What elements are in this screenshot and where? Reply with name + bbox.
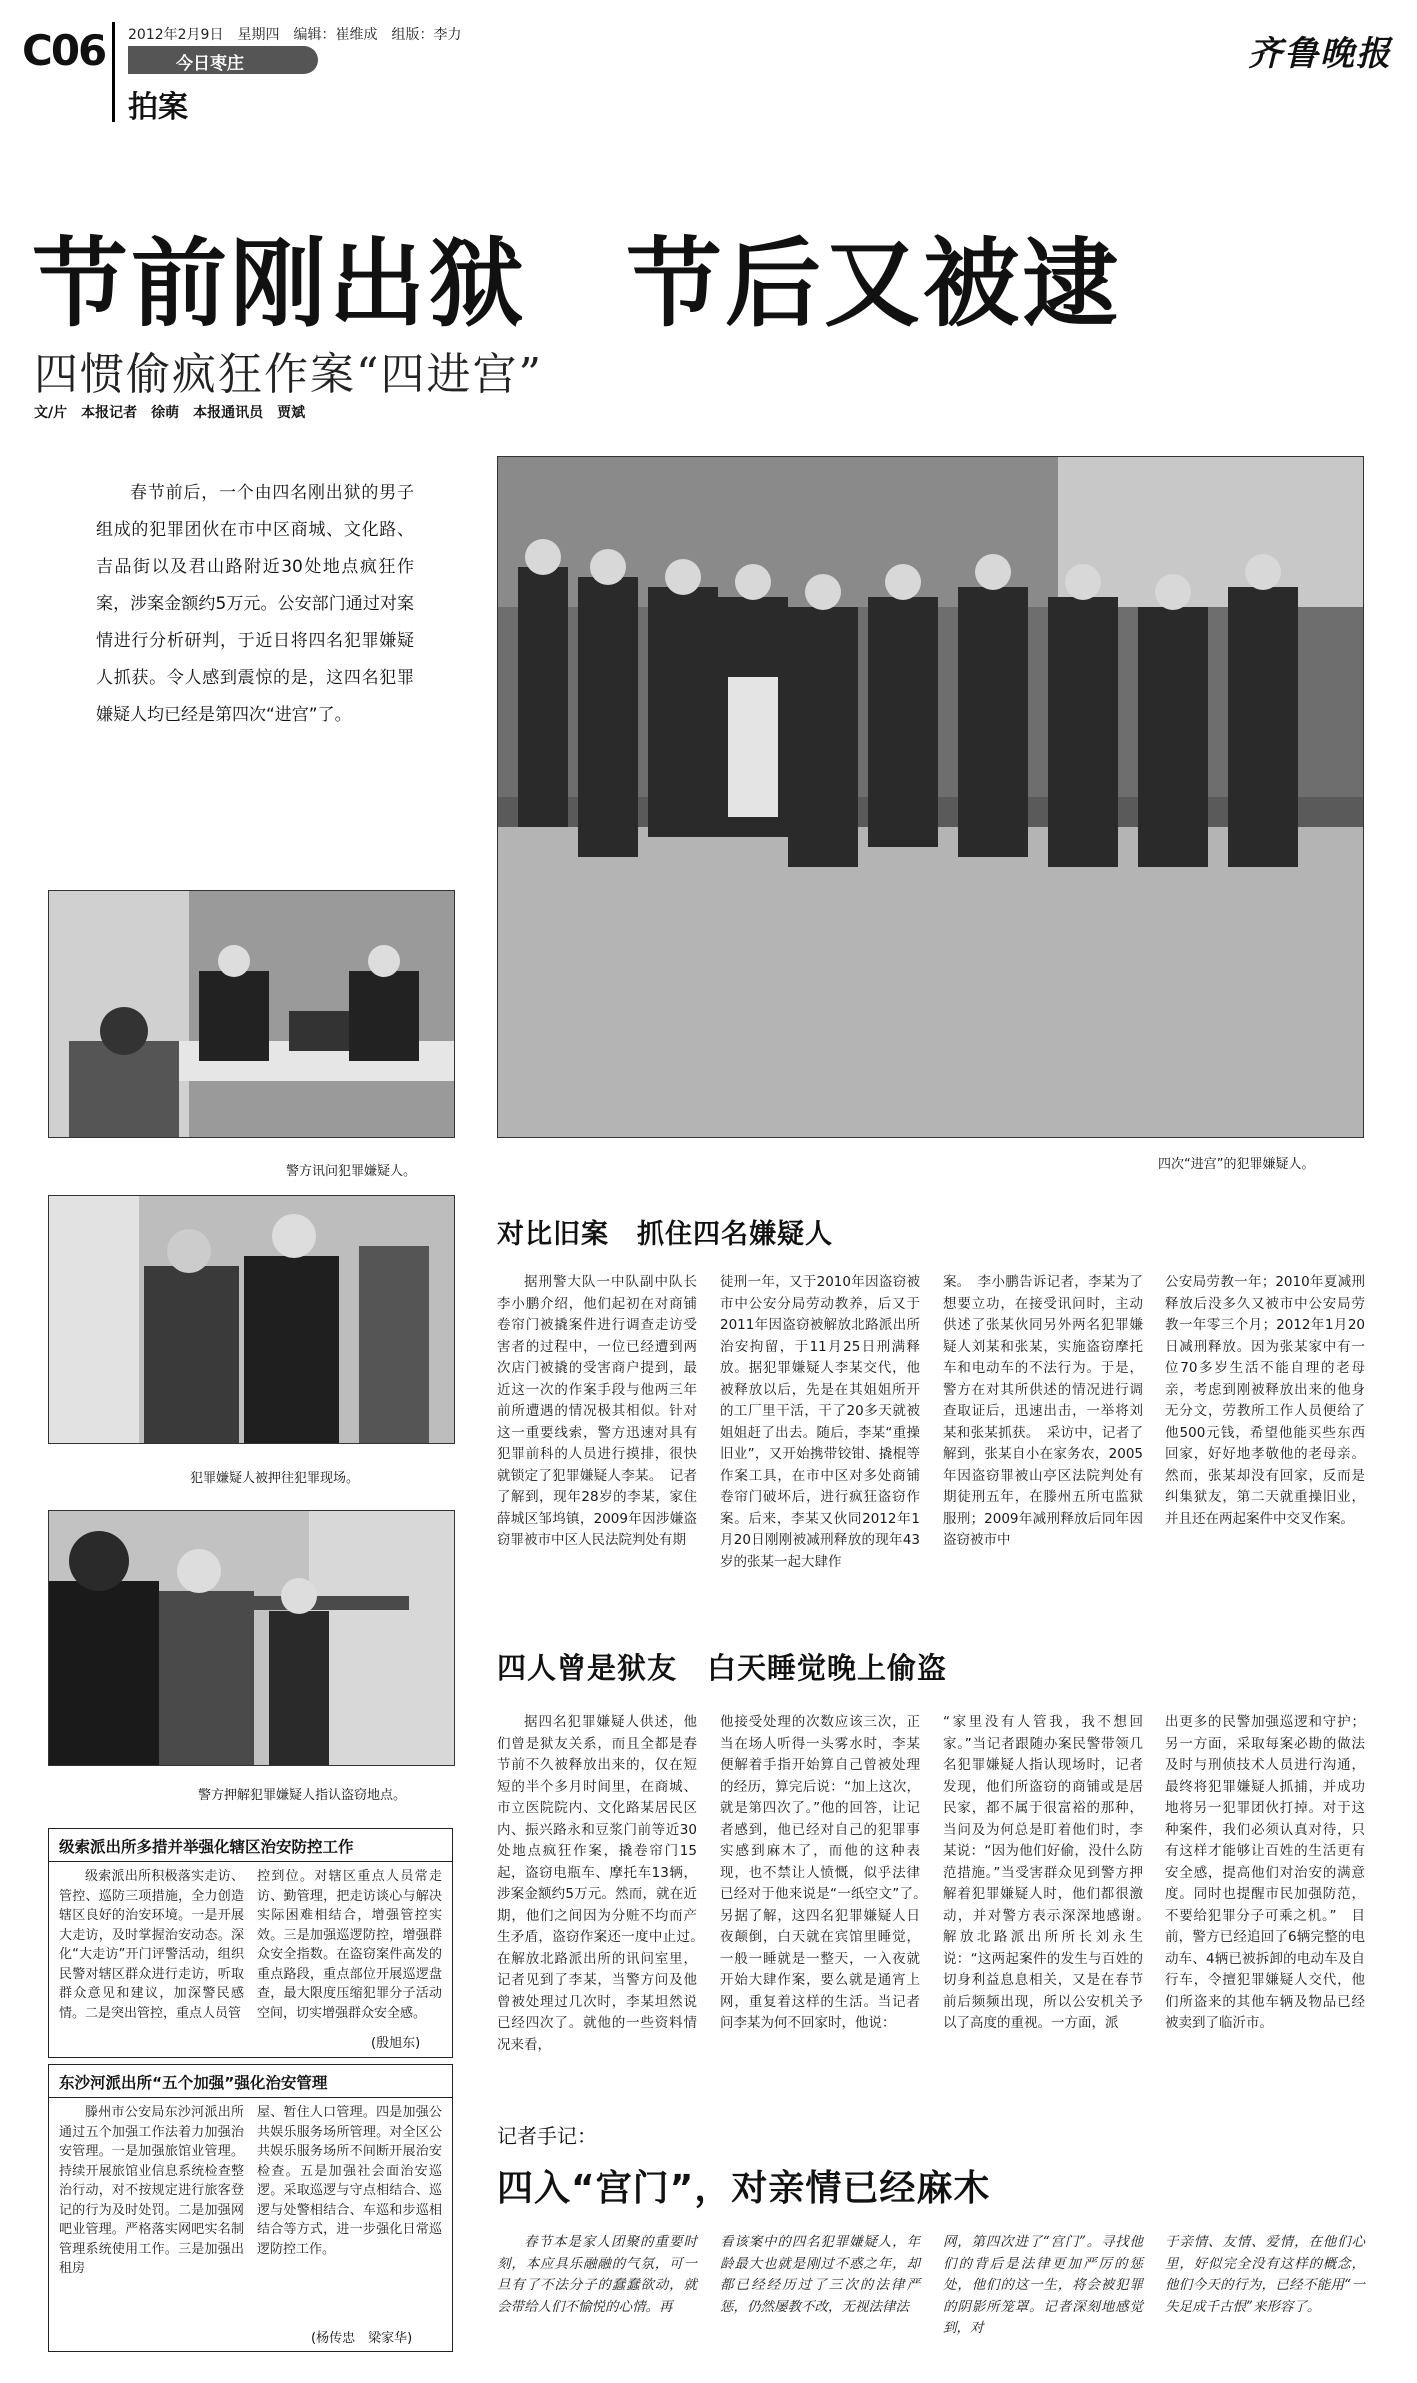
section1-col-4: 公安局劳教一年；2010年夏减刑释放后没多久又被市中公安局劳教一年零三个月；2012年1月20日减刑释放。因为张某家中有一位70多岁生活不能自理的老母亲，考虑到刚被释放出来的他身无分文，劳教所工作人员便给了他500元钱，希望他能买些东西回家，好好地孝敬他的老母亲。然而，张某却没有回家，反而是纠集狱友，第二天就重操旧业，并且还在两起案件中交叉作案。 xyxy=(1165,1274,1365,1527)
interrogation-photo xyxy=(48,890,455,1138)
sidebar-box-2 xyxy=(48,2064,453,2352)
section2-col-2: 他接受处理的次数应该三次，正当在场人听得一头雾水时，李某便解着手指开始算自己曾被处理的经历，算完后说：“加上这次，就是第四次了。”他的回答，让记者感到，他已经对自己的犯罪事实感到麻木了，而他的这种表现，也不禁让人愤慨，似乎法律已经对于他来说是“一纸空文”了。 另据了解，这四名犯罪嫌疑人日夜颠倒，白天就在宾馆里睡觉，一般一睡就是一整天，一入夜就开始大肆作案，要么就是通宵上网，重复着这样的生活。当记者问李某为何不回家时，他说： xyxy=(720,1714,934,2031)
interrogation-caption: 警方讯问犯罪嫌疑人。 xyxy=(286,1164,417,1179)
sidebar2-rule xyxy=(49,2097,452,2098)
notes-col-4: 于亲情、友情、爱情，在他们心里，好似完全没有这样的概念，他们今天的行为，已经不能用“一失足成千古恨”来形容了。 xyxy=(1165,2234,1365,2315)
page-meta: 2012年2月9日 星期四 编辑：崔维成 组版：李力 xyxy=(128,27,462,43)
section2-col-1: 据四名犯罪嫌疑人供述，他们曾是狱友关系，而且全都是春节前不久被释放出来的，仅在短短的半个多月时间里，在商城、市立医院院内、文化路某居民区内、振兴路永和豆浆门前等近30处地点疯狂作案，撬卷帘门15起，盗窃电瓶车、摩托车13辆，涉案金额约5万元。然而，就在近期，他们之间因为分赃不均而产生矛盾，盗窃作案还一度中止过。 在解放北路派出所的讯问室里，记者见到了李某，当警方问及他曾被处理过几次时，李某坦然说已经四次了。就他的一些资料情况来看， xyxy=(497,1714,711,2053)
pointing-caption: 警方押解犯罪嫌疑人指认盗窃地点。 xyxy=(198,1788,407,1803)
notes-col-1: 春节本是家人团聚的重要时刻，本应具乐融融的气氛，可一旦有了不法分子的蠢蠢欲动，就会带给人们不愉悦的心情。再 xyxy=(497,2234,697,2315)
notes-title: 四入“宫门”，对亲情已经麻木 xyxy=(497,2168,991,2209)
sidebar2-author: (杨传忠 梁家华) xyxy=(311,2331,413,2346)
notes-col-2: 看该案中的四名犯罪嫌疑人，年龄最大也就是刚过不惑之年，却都已经经历过了三次的法律严惩，仍然屡教不改，无视法律法 xyxy=(720,2234,920,2315)
section-tab xyxy=(128,46,318,74)
notes-col-3: 网，第四次进了“宫门”。寻找他们的背后是法律更加严厉的惩处，他们的这一生，将会被犯罪的阴影所笼罩。记者深刻地感觉到，对 xyxy=(943,2234,1143,2336)
section2-title: 四人曾是狱友 白天睡觉晚上偷盗 xyxy=(497,1651,948,1685)
sidebar1-col-1: 级索派出所积极落实走访、管控、巡防三项措施，全力创造辖区良好的治安环境。一是开展大走访，及时掌握治安动态。深化“大走访”开门评警活动，组织民警对辖区群众进行走访，听取群众意见和建议，加深警民感情。二是突出管控，重点人员管 xyxy=(59,1869,244,2021)
sidebar1-title: 级索派出所多措并举强化辖区治安防控工作 xyxy=(59,1838,354,1856)
section1-col-3: 案。 李小鹏告诉记者，李某为了想要立功，在接受讯问时，主动供述了张某伙同另外两名犯罪嫌疑人刘某和张某，实施盗窃摩托车和电动车的不法行为。于是，警方在对其所供述的情况进行调查取证后，迅速出击，一举将刘某和张某抓获。 采访中，记者了解到，张某自小在家务农，2005年因盗窃罪被山亭区法院判处有期徒刑五年，在滕州五所屯监狱服刑；2009年减刑释放后同年因盗窃被市中 xyxy=(943,1274,1143,1548)
sidebar2-title: 东沙河派出所“五个加强”强化治安管理 xyxy=(59,2074,328,2092)
section1-title: 对比旧案 抓住四名嫌疑人 xyxy=(497,1219,833,1250)
main-photo-caption: 四次“进宫”的犯罪嫌疑人。 xyxy=(1158,1157,1315,1172)
header-divider xyxy=(112,22,115,122)
section2-col-4: 出更多的民警加强巡逻和守护；另一方面，采取每案必勘的做法及时与刑侦技术人员进行沟通，最终将犯罪嫌疑人抓捕，并成功地将另一犯罪团伙打掉。对于这种案件，我们必须认真对待，只有这样才能够让百姓的生活更有安全感，提高他们对治安的满意度。同时也提醒市民加强防范，不要给犯罪分子可乘之机。” 目前，警方已经追回了6辆完整的电动车、4辆已被拆卸的电动车及自行车，令擅犯罪嫌疑人交代，他们所盗来的其他车辆及物品已经被卖到了临沂市。 xyxy=(1165,1714,1365,2031)
section2-col-3: “家里没有人管我，我不想回家。”当记者跟随办案民警带领几名犯罪嫌疑人指认现场时，记者发现，他们所盗窃的商铺或是居民家，都不属于很富裕的那种，当问及为何总是盯着他们时，李某说：“因为他们好偷，没什么防范措施。”当受害群众见到警方押解着犯罪嫌疑人时，他们都很激动，并对警方表示深深地感谢。 解放北路派出所所长刘永生说：“这两起案件的发生与百姓的切身利益息息相关，又是在春节前后频频出现，所以公安机关予以了高度的重视。一方面，派 xyxy=(943,1714,1157,2031)
sidebar-box-1 xyxy=(48,1828,453,2058)
lead-paragraph: 春节前后，一个由四名刚出狱的男子组成的犯罪团伙在市中区商城、文化路、吉品街以及君山路附近30处地点疯狂作案，涉案金额约5万元。公安部门通过对案情进行分析研判，于近日将四名犯罪嫌疑人抓获。令人感到震惊的是，这四名犯罪嫌疑人均已经是第四次“进宫”了。 xyxy=(96,483,414,725)
section1-col-1: 据刑警大队一中队副中队长李小鹏介绍，他们起初在对商铺卷帘门被撬案件进行调查走访受害者的过程中，一位已经遭到两次店门被撬的受害商户提到，最近这一次的作案手段与他两三年前所遭遇的情况极其相似。针对这一重要线索，警方迅速对具有犯罪前科的人员进行摸排，很快就锁定了犯罪嫌疑人李某。 记者了解到，现年28岁的李某，家住薛城区邹坞镇，2009年因涉嫌盗窃罪被市中区人民法院判处有期 xyxy=(497,1274,697,1548)
column-name: 拍案 xyxy=(128,90,188,125)
paper-name: 齐鲁晚报 xyxy=(1248,34,1392,74)
main-photo xyxy=(497,456,1364,1138)
section1-col-2: 徒刑一年，又于2010年因盗窃被市中公安分局劳动教养，后又于2011年因盗窃被解放北路派出所治安拘留，于11月25日刑满释放。据犯罪嫌疑人李某交代，他被释放以后，先是在其姐姐所开的工厂里干活，干了20多天就被姐姐赶了出去。随后，李某“重操旧业”，又开始携带铰钳、撬棍等作案工具，在市中区对多处商铺卷帘门破坏后，进行疯狂盗窃作案。后来，李某又伙同2012年1月20日刚刚被减刑释放的现年43岁的张某一起大肆作 xyxy=(720,1274,920,1570)
section-label: 今日枣庄 xyxy=(176,54,244,74)
sidebar1-author: (殷旭东) xyxy=(371,2036,421,2051)
subheadline: 四惯偷疯狂作案“四进宫” xyxy=(34,349,543,400)
sidebar1-col-2: 控到位。对辖区重点人员常走访、勤管理，把走访谈心与解决实际困难相结合，增强管控实效。三是加强巡逻防控，增强群众安全指数。在盗窃案件高发的重点路段，重点部位开展巡逻盘查，最大限度压缩犯罪分子活动空间，切实增强群众安全感。 xyxy=(257,1869,442,2021)
pointing-photo xyxy=(48,1510,455,1766)
escort-photo xyxy=(48,1195,455,1444)
page-header xyxy=(0,0,1417,130)
headline: 节前刚出狱 节后又被逮 xyxy=(32,228,1121,340)
notes-kicker: 记者手记： xyxy=(497,2124,597,2148)
sidebar1-rule xyxy=(49,1861,452,1862)
page-number: C06 xyxy=(22,26,106,75)
escort-caption: 犯罪嫌疑人被押往犯罪现场。 xyxy=(190,1471,360,1486)
byline: 文/片 本报记者 徐萌 本报通讯员 贾斌 xyxy=(34,405,306,421)
sidebar2-col-1: 滕州市公安局东沙河派出所通过五个加强工作法着力加强治安管理。一是加强旅馆业管理。持续开展旅馆业信息系统检查整治行动，对不按规定进行旅客登记的行为及时处罚。二是加强网吧业管理。严格落实网吧实名制管理系统使用工作。三是加强出租房 xyxy=(59,2105,244,2276)
sidebar2-col-2: 屋、暂住人口管理。四是加强公共娱乐服务场所管理。对全区公共娱乐服务场所不间断开展治安检查。五是加强社会面治安巡逻。采取巡逻与守点相结合、巡逻与处警相结合、车巡和步巡相结合等方式，进一步强化日常巡逻防控工作。 xyxy=(257,2105,442,2257)
